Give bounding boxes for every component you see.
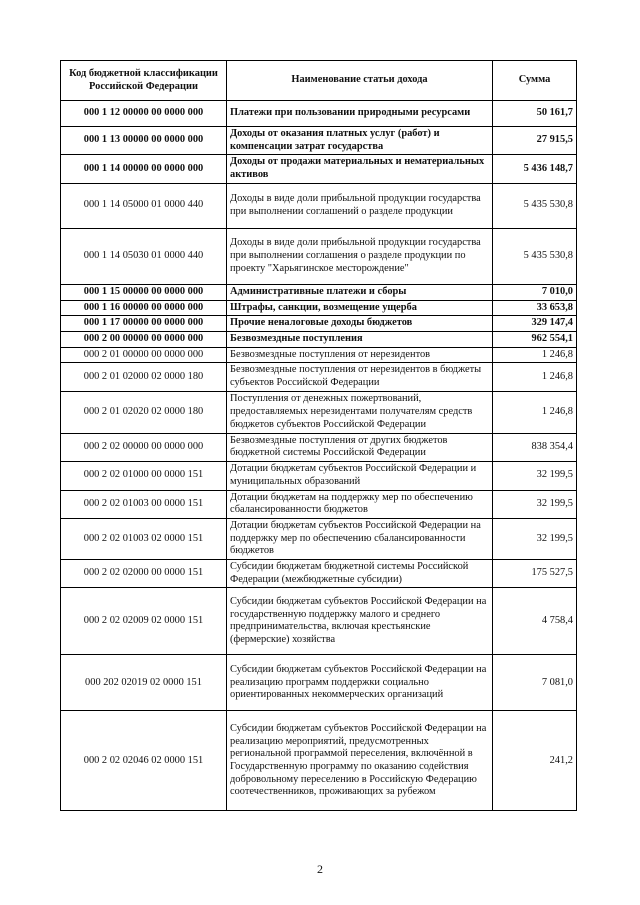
header-code: Код бюджетной классификации Российской Федерации	[61, 61, 227, 101]
code-cell: 000 1 14 05000 01 0000 440	[61, 183, 227, 228]
amount-cell: 32 199,5	[493, 518, 577, 559]
table-row	[61, 655, 577, 711]
code-cell: 000 1 12 00000 00 0000 000	[61, 101, 227, 127]
code-cell: 000 1 15 00000 00 0000 000	[61, 284, 227, 300]
code-cell: 000 2 02 02000 00 0000 151	[61, 560, 227, 588]
table-row	[61, 331, 577, 347]
code-cell: 000 2 02 00000 00 0000 000	[61, 433, 227, 461]
name-cell: Доходы в виде доли прибыльной продукции государства при выполнении соглашения о разделе продукции по проекту "Харьягинское месторождение"	[227, 228, 493, 284]
amount-cell: 5 436 148,7	[493, 155, 577, 183]
name-cell: Административные платежи и сборы	[227, 284, 493, 300]
amount-cell: 27 915,5	[493, 127, 577, 155]
code-cell: 000 202 02019 02 0000 151	[61, 655, 227, 711]
name-cell: Безвозмездные поступления от нерезидентов	[227, 347, 493, 363]
table-row	[61, 518, 577, 559]
table-body	[61, 101, 577, 811]
table-row	[61, 316, 577, 332]
name-cell: Дотации бюджетам на поддержку мер по обеспечению сбалансированности бюджетов	[227, 490, 493, 518]
revenue-table	[60, 60, 577, 811]
name-cell: Доходы от продажи материальных и нематериальных активов	[227, 155, 493, 183]
table-row	[61, 391, 577, 433]
amount-cell: 5 435 530,8	[493, 228, 577, 284]
table-row	[61, 155, 577, 183]
name-cell: Дотации бюджетам субъектов Российской Федерации на поддержку мер по обеспечению сбалансированности бюджетов	[227, 518, 493, 559]
table-row	[61, 560, 577, 588]
name-cell: Штрафы, санкции, возмещение ущерба	[227, 300, 493, 316]
amount-cell: 1 246,8	[493, 391, 577, 433]
table-row	[61, 300, 577, 316]
name-cell: Платежи при пользовании природными ресурсами	[227, 101, 493, 127]
amount-cell: 838 354,4	[493, 433, 577, 461]
table-row	[61, 588, 577, 655]
code-cell: 000 2 02 01003 00 0000 151	[61, 490, 227, 518]
amount-cell: 1 246,8	[493, 347, 577, 363]
table-row	[61, 711, 577, 811]
name-cell: Поступления от денежных пожертвований, предоставляемых нерезидентами получателям средств бюджетов субъектов Российской Федерации	[227, 391, 493, 433]
table-header-row	[61, 61, 577, 101]
header-amount: Сумма	[493, 61, 577, 101]
code-cell: 000 2 02 01003 02 0000 151	[61, 518, 227, 559]
name-cell: Дотации бюджетам субъектов Российской Федерации и муниципальных образований	[227, 462, 493, 490]
amount-cell: 32 199,5	[493, 490, 577, 518]
amount-cell: 1 246,8	[493, 363, 577, 391]
amount-cell: 175 527,5	[493, 560, 577, 588]
code-cell: 000 1 17 00000 00 0000 000	[61, 316, 227, 332]
table-row	[61, 183, 577, 228]
table-row	[61, 433, 577, 461]
name-cell: Доходы в виде доли прибыльной продукции государства при выполнении соглашений о разделе продукции	[227, 183, 493, 228]
table-row	[61, 363, 577, 391]
table-row	[61, 101, 577, 127]
amount-cell: 4 758,4	[493, 588, 577, 655]
amount-cell: 7 081,0	[493, 655, 577, 711]
amount-cell: 32 199,5	[493, 462, 577, 490]
amount-cell: 33 653,8	[493, 300, 577, 316]
amount-cell: 7 010,0	[493, 284, 577, 300]
name-cell: Прочие неналоговые доходы бюджетов	[227, 316, 493, 332]
name-cell: Субсидии бюджетам субъектов Российской Федерации на государственную поддержку малого и среднего предпринимательства, включая крестьянские (фермерские) хозяйства	[227, 588, 493, 655]
table-row	[61, 462, 577, 490]
code-cell: 000 1 16 00000 00 0000 000	[61, 300, 227, 316]
code-cell: 000 2 00 00000 00 0000 000	[61, 331, 227, 347]
code-cell: 000 1 14 05030 01 0000 440	[61, 228, 227, 284]
table-row	[61, 490, 577, 518]
code-cell: 000 2 01 02000 02 0000 180	[61, 363, 227, 391]
amount-cell: 241,2	[493, 711, 577, 811]
name-cell: Субсидии бюджетам субъектов Российской Федерации на реализацию мероприятий, предусмотренных региональной программой переселения, включённой в Государственную программу по оказанию содействия добровольному переселению в Российскую Федерацию соотечественников, проживающих за рубежом	[227, 711, 493, 811]
code-cell: 000 2 02 01000 00 0000 151	[61, 462, 227, 490]
amount-cell: 5 435 530,8	[493, 183, 577, 228]
code-cell: 000 2 01 00000 00 0000 000	[61, 347, 227, 363]
name-cell: Доходы от оказания платных услуг (работ) и компенсации затрат государства	[227, 127, 493, 155]
code-cell: 000 1 13 00000 00 0000 000	[61, 127, 227, 155]
page-number: 2	[317, 862, 323, 876]
name-cell: Безвозмездные поступления	[227, 331, 493, 347]
table-row	[61, 347, 577, 363]
code-cell: 000 2 02 02046 02 0000 151	[61, 711, 227, 811]
name-cell: Безвозмездные поступления от других бюджетов бюджетной системы Российской Федерации	[227, 433, 493, 461]
name-cell: Субсидии бюджетам бюджетной системы Российской Федерации (межбюджетные субсидии)	[227, 560, 493, 588]
code-cell: 000 2 02 02009 02 0000 151	[61, 588, 227, 655]
table-row	[61, 228, 577, 284]
name-cell: Безвозмездные поступления от нерезидентов в бюджеты субъектов Российской Федерации	[227, 363, 493, 391]
amount-cell: 962 554,1	[493, 331, 577, 347]
name-cell: Субсидии бюджетам субъектов Российской Федерации на реализацию программ поддержки социально ориентированных некоммерческих организаций	[227, 655, 493, 711]
table-row	[61, 127, 577, 155]
table-row	[61, 284, 577, 300]
amount-cell: 50 161,7	[493, 101, 577, 127]
amount-cell: 329 147,4	[493, 316, 577, 332]
code-cell: 000 2 01 02020 02 0000 180	[61, 391, 227, 433]
header-name: Наименование статьи дохода	[227, 61, 493, 101]
code-cell: 000 1 14 00000 00 0000 000	[61, 155, 227, 183]
